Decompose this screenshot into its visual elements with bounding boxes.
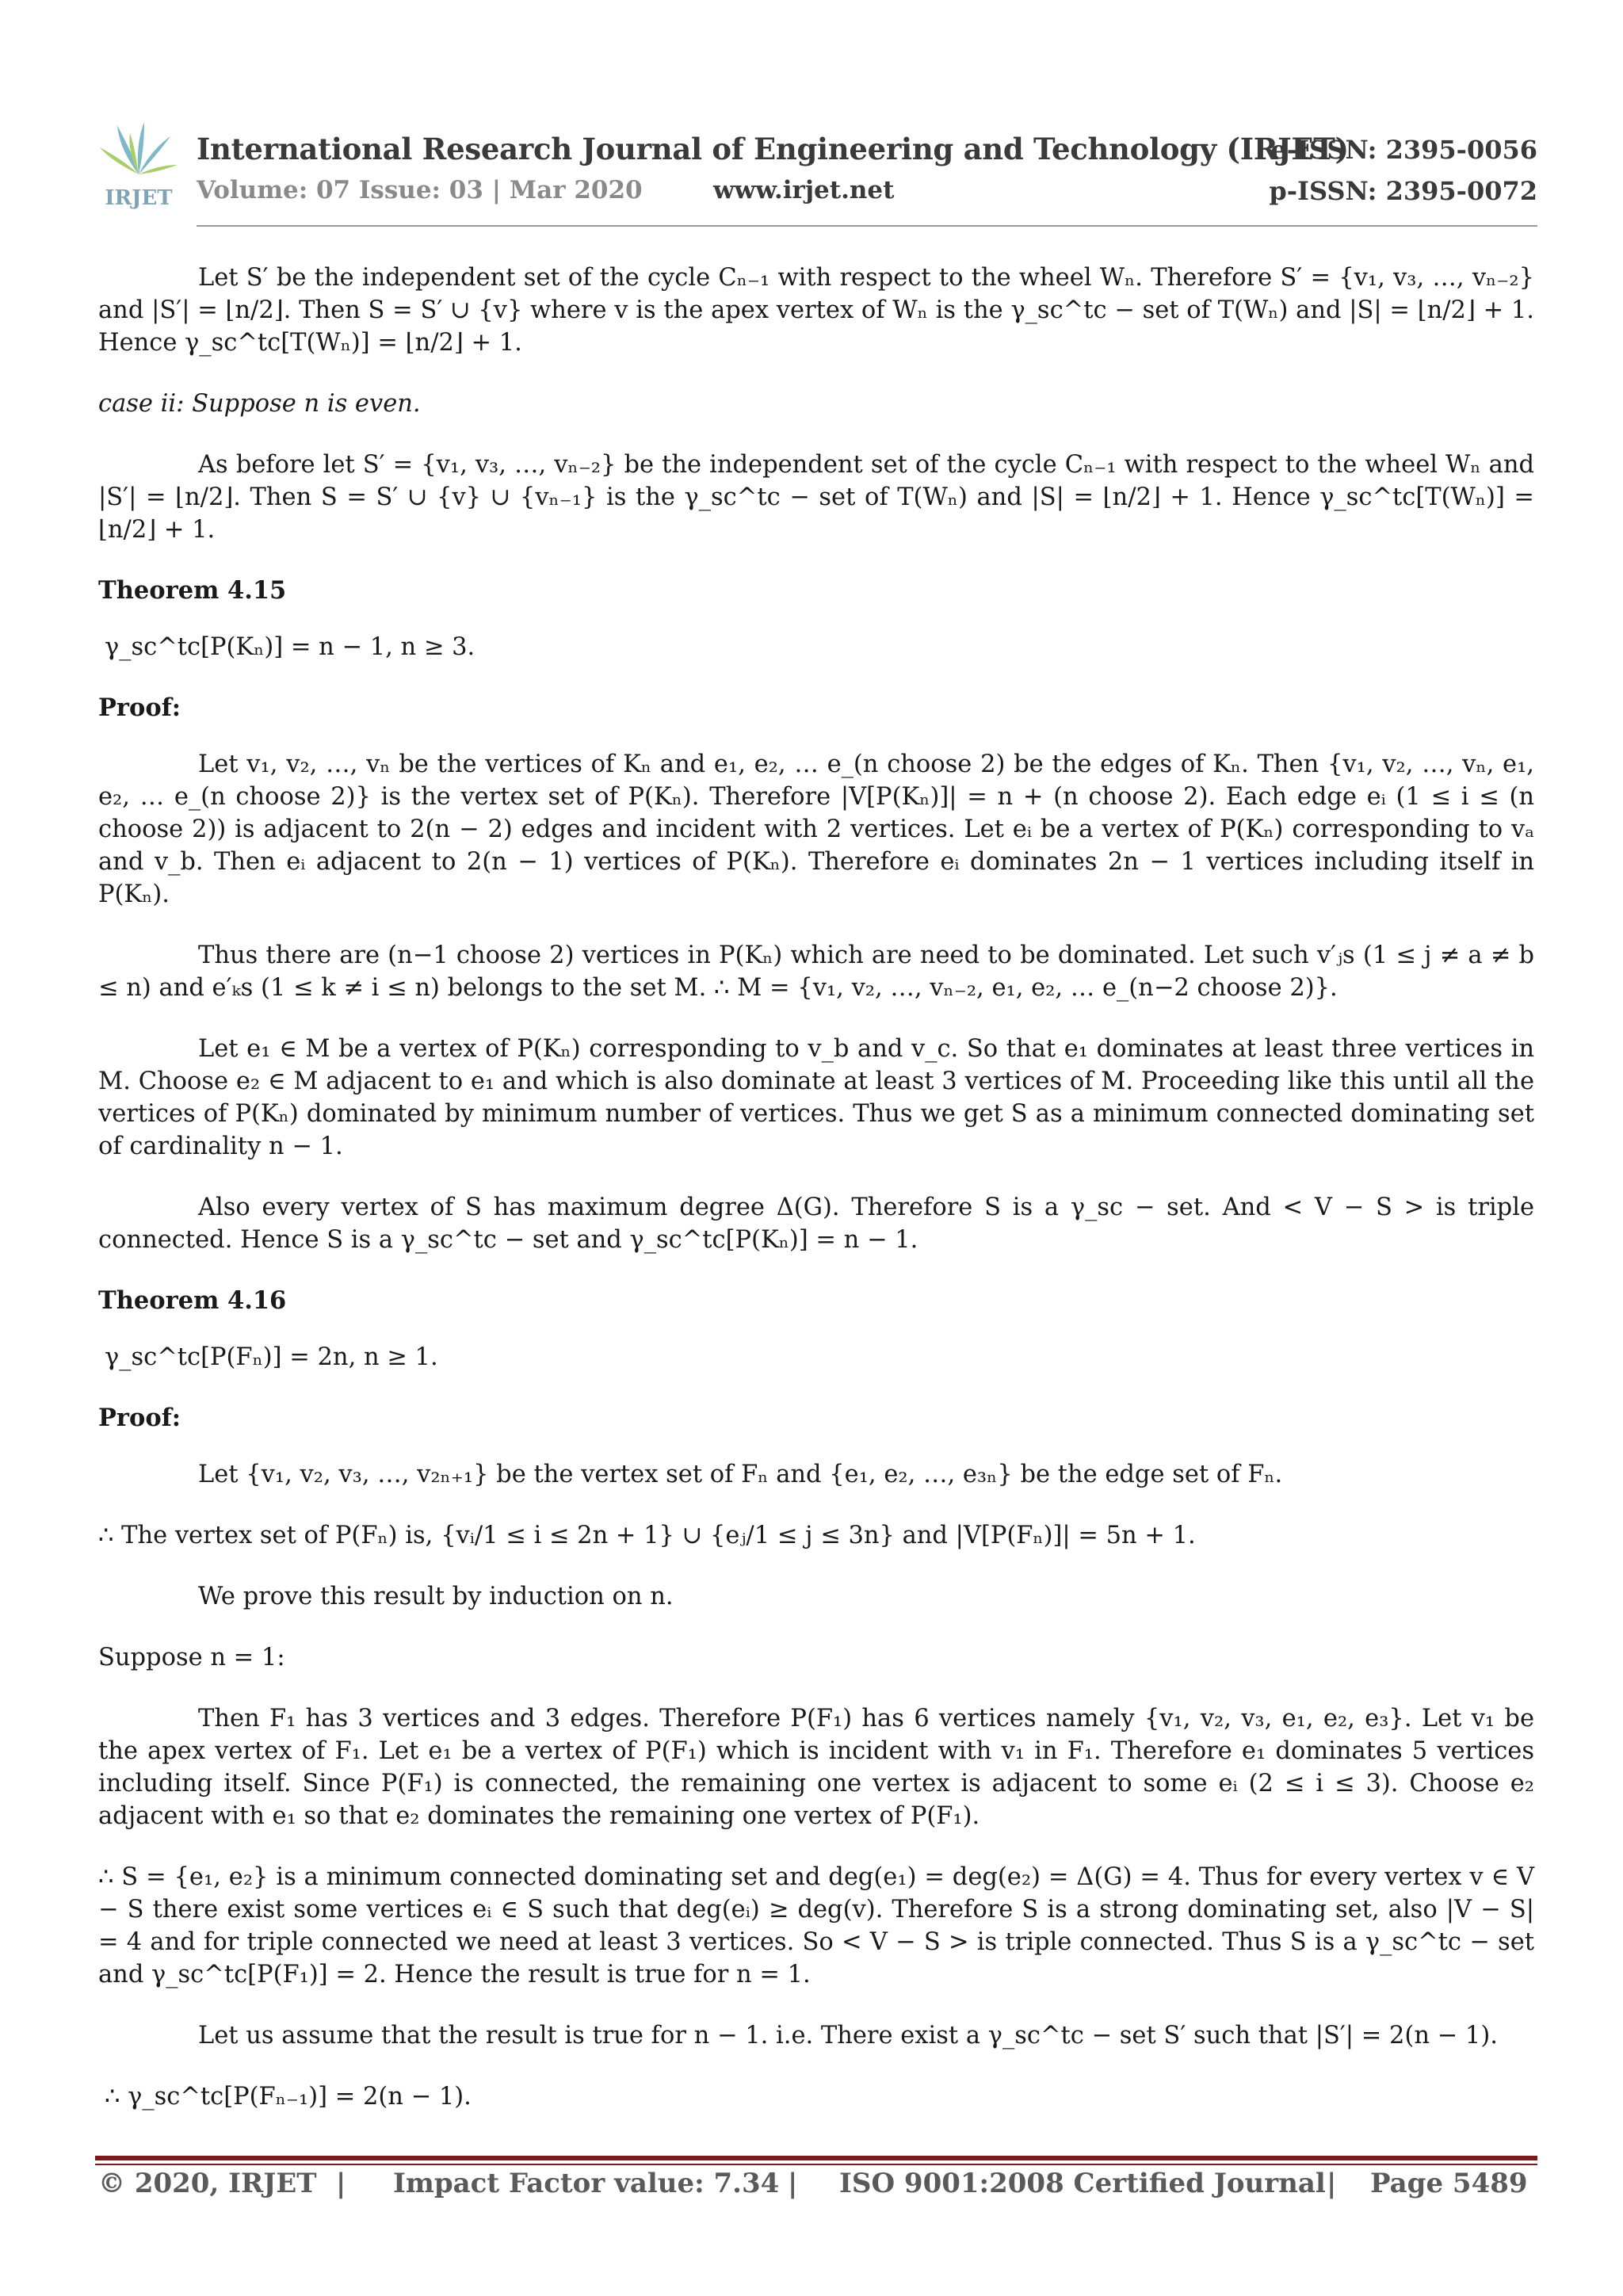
logo-text: IRJET (105, 186, 173, 210)
paragraph: Let us assume that the result is true for n − 1. i.e. There exist a γ_sc^tc − set S′ such that |S′| = 2(n − 1). (198, 2022, 1498, 2050)
paragraph: Let S′ be the independent set of the cycle Cₙ₋₁ with respect to the wheel Wₙ. Therefore S′ = {v₁, v₃, …, vₙ₋₂} and |S′| = ⌊n/2⌋. Then S = S′ ∪ {v} where v is the apex vertex of Wₙ is the γ_sc^tc − set of T(Wₙ) and |S| = ⌊n/2⌋ + 1. Hence γ_sc^tc[T(Wₙ)] = ⌊n/2⌋ + 1. (98, 264, 1534, 357)
proof-heading: Proof: (98, 693, 181, 722)
e-issn: e-ISSN: 2395-0056 (1270, 135, 1537, 165)
paragraph: ∴ S = {e₁, e₂} is a minimum connected dominating set and deg(e₁) = deg(e₂) = Δ(G) = 4. Thus for every vertex v ∈ V − S there exist some vertices eᵢ ∈ S such that deg(eᵢ) ≥ deg(v). Therefore S is a strong dominating set, also |V − S| = 4 and for triple connected we need at least 3 vertices. So < V − S > is triple connected. Thus S is a γ_sc^tc − set and γ_sc^tc[P(F₁)] = 2. Hence the result is true for n = 1. (98, 1863, 1534, 1988)
paragraph: ∴ γ_sc^tc[P(Fₙ₋₁)] = 2(n − 1). (105, 2083, 472, 2111)
paragraph: Let v₁, v₂, …, vₙ be the vertices of Kₙ and e₁, e₂, … e_(n choose 2) be the edges of Kₙ. Then {v₁, v₂, …, vₙ, e₁, e₂, … e_(n choose 2)} is the vertex set of P(Kₙ). Therefore |V[P(Kₙ)]| = n + (n choose 2). Each edge eᵢ (1 ≤ i ≤ (n choose 2)) is adjacent to 2(n − 2) edges and incident with 2 vertices. Let eᵢ be a vertex of P(Kₙ) corresponding to vₐ and v_b. Then eᵢ adjacent to 2(n − 1) vertices of P(Kₙ). Therefore eᵢ dominates 2n − 1 vertices including itself in P(Kₙ). (98, 751, 1534, 908)
page-header (95, 119, 1537, 226)
irjet-logo (95, 119, 182, 210)
case-label: case ii: Suppose n is even. (98, 390, 421, 418)
paragraph: We prove this result by induction on n. (198, 1583, 674, 1610)
article-body (98, 262, 1534, 2141)
footer-divider-thick (95, 2156, 1537, 2160)
journal-title: International Research Journal of Engineering and Technology (IRJET) (197, 132, 1349, 166)
iso-certification: ISO 9001:2008 Certified Journal (839, 2168, 1326, 2199)
theorem-statement: γ_sc^tc[P(Fₙ)] = 2n, n ≥ 1. (105, 1343, 438, 1371)
page-number: Page 5489 (1370, 2168, 1528, 2199)
theorem-statement: γ_sc^tc[P(Kₙ)] = n − 1, n ≥ 3. (105, 633, 475, 661)
paragraph: Also every vertex of S has maximum degree Δ(G). Therefore S is a γ_sc − set. And < V − S > is triple connected. Hence S is a γ_sc^tc − set and γ_sc^tc[P(Kₙ)] = n − 1. (98, 1194, 1534, 1254)
journal-website: www.irjet.net (713, 176, 895, 204)
p-issn: p-ISSN: 2395-0072 (1269, 176, 1537, 206)
page-footer (98, 2168, 1541, 2207)
proof-heading: Proof: (98, 1404, 181, 1432)
impact-factor: Impact Factor value: 7.34 (393, 2168, 780, 2199)
paragraph: As before let S′ = {v₁, v₃, …, vₙ₋₂} be the independent set of the cycle Cₙ₋₁ with respect to the wheel Wₙ and |S′| = ⌊n/2⌋. Then S = S′ ∪ {v} ∪ {vₙ₋₁} is the γ_sc^tc − set of T(Wₙ) and |S| = ⌊n/2⌋ + 1. Hence γ_sc^tc[T(Wₙ)] = ⌊n/2⌋ + 1. (98, 451, 1534, 544)
paragraph: Thus there are (n−1 choose 2) vertices in P(Kₙ) which are need to be dominated. Let such v′ⱼs (1 ≤ j ≠ a ≠ b ≤ n) and e′ₖs (1 ≤ k ≠ i ≤ n) belongs to the set M. ∴ M = {v₁, v₂, …, vₙ₋₂, e₁, e₂, … e_(n−2 choose 2)}. (98, 942, 1534, 1002)
theorem-heading: Theorem 4.16 (98, 1286, 287, 1315)
paragraph: Then F₁ has 3 vertices and 3 edges. Therefore P(F₁) has 6 vertices namely {v₁, v₂, v₃, e₁, e₂, e₃}. Let v₁ be the apex vertex of F₁. Let e₁ be a vertex of P(F₁) which is incident with v₁ in F₁. Therefore e₁ dominates 5 vertices including itself. Since P(F₁) is connected, the remaining one vertex is adjacent to some eᵢ (2 ≤ i ≤ 3). Choose e₂ adjacent with e₁ so that e₂ dominates the remaining one vertex of P(F₁). (98, 1705, 1534, 1830)
footer-separator: | (788, 2168, 798, 2199)
footer-divider-thin (95, 2164, 1537, 2165)
header-divider (197, 225, 1537, 227)
paragraph: Suppose n = 1: (98, 1644, 285, 1671)
copyright: © 2020, IRJET (98, 2168, 317, 2199)
paragraph: Let {v₁, v₂, v₃, …, v₂ₙ₊₁} be the vertex set of Fₙ and {e₁, e₂, …, e₃ₙ} be the edge set of Fₙ. (198, 1461, 1283, 1488)
paragraph: Let e₁ ∈ M be a vertex of P(Kₙ) corresponding to v_b and v_c. So that e₁ dominates at least three vertices in M. Choose e₂ ∈ M adjacent to e₁ and which is also dominate at least 3 vertices of M. Proceeding like this until all the vertices of P(Kₙ) dominated by minimum number of vertices. Thus we get S as a minimum connected dominating set of cardinality n − 1. (98, 1035, 1534, 1160)
theorem-heading: Theorem 4.15 (98, 576, 287, 605)
paragraph: ∴ The vertex set of P(Fₙ) is, {vᵢ/1 ≤ i ≤ 2n + 1} ∪ {eⱼ/1 ≤ j ≤ 3n} and |V[P(Fₙ)]| = 5n + 1. (98, 1522, 1196, 1549)
footer-separator: | (336, 2168, 346, 2199)
footer-separator: | (1327, 2168, 1337, 2199)
volume-issue: Volume: 07 Issue: 03 | Mar 2020 (197, 176, 643, 204)
